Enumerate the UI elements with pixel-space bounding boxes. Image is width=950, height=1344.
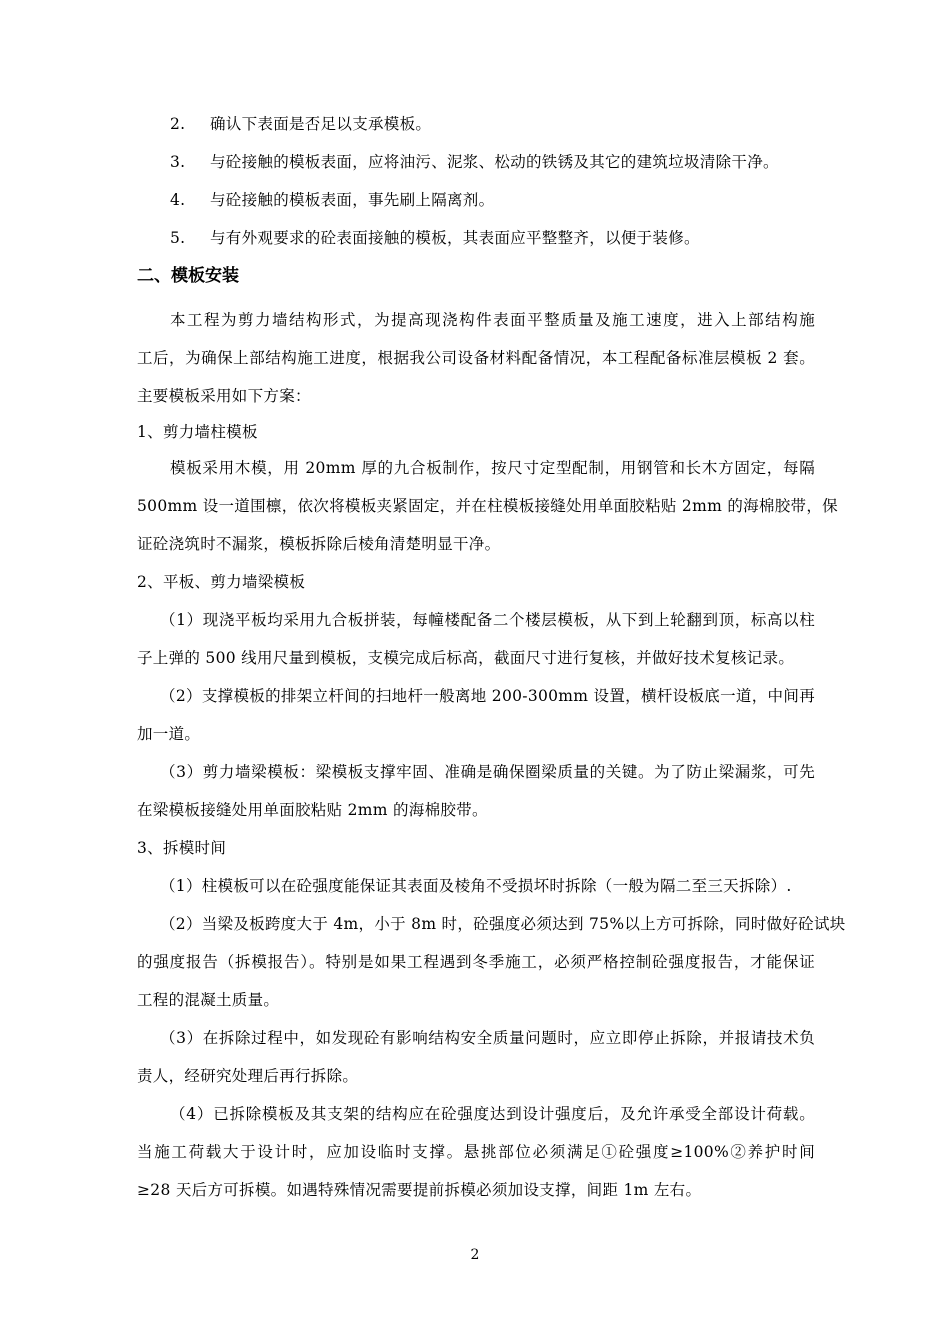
- paragraph-line: 加一道。: [137, 725, 201, 743]
- paragraph-line: 500mm 设一道围檩，依次将模板夹紧固定，并在柱模板接缝处用单面胶粘贴 2mm 的海棉胶带，保: [137, 497, 838, 515]
- list-item: [170, 190, 494, 210]
- list-item: [170, 114, 431, 134]
- list-item-text: 确认下表面是否足以支承模板。: [210, 115, 432, 133]
- list-item-text: 与有外观要求的砼表面接触的模板，其表面应平整整齐，以便于装修。: [210, 229, 700, 247]
- paragraph-line: （2）当梁及板跨度大于 4m，小于 8m 时，砼强度必须达到 75%以上方可拆除，同时做好砼试块: [160, 915, 846, 933]
- paragraph-line: 工后，为确保上部结构施工进度，根据我公司设备材料配备情况，本工程配备标准层模板 2 套。: [137, 349, 815, 367]
- paragraph-line: 模板采用木模，用 20mm 厚的九合板制作，按尺寸定型配制，用钢管和长木方固定，每隔: [170, 459, 815, 477]
- paragraph-line: （4）已拆除模板及其支架的结构应在砼强度达到设计强度后，及允许承受全部设计荷载。: [170, 1105, 815, 1123]
- paragraph-line: （3）在拆除过程中，如发现砼有影响结构安全质量问题时，应立即停止拆除，并报请技术负: [160, 1029, 815, 1047]
- page-number: 2: [470, 1247, 480, 1263]
- paragraph-line: 当施工荷载大于设计时，应加设临时支撑。悬挑部位必须满足①砼强度≥100%②养护时间: [137, 1143, 815, 1161]
- list-item-number: 2.: [170, 115, 186, 133]
- list-item: [170, 152, 779, 172]
- list-item: [170, 228, 700, 248]
- list-item-number: 4.: [170, 191, 186, 209]
- paragraph-line: 责人，经研究处理后再行拆除。: [137, 1067, 359, 1085]
- paragraph-line: 的强度报告（拆模报告）。特别是如果工程遇到冬季施工，必须严格控制砼强度报告，才能保证: [137, 953, 815, 971]
- subsection-title: 3、拆模时间: [137, 839, 227, 857]
- paragraph-line: （3）剪力墙梁模板：梁模板支撑牢固、准确是确保圈梁质量的关键。为了防止梁漏浆，可先: [160, 763, 815, 781]
- paragraph-line: 工程的混凝土质量。: [137, 991, 280, 1009]
- subsection-title: 2、平板、剪力墙梁模板: [137, 573, 306, 591]
- paragraph-line: （1）柱模板可以在砼强度能保证其表面及棱角不受损坏时拆除（一般为隔二至三天拆除）.: [160, 877, 792, 895]
- paragraph-line: 子上弹的 500 线用尺量到模板，支模完成后标高，截面尺寸进行复核，并做好技术复核记录。: [137, 649, 795, 667]
- list-item-number: 5.: [170, 229, 186, 247]
- list-item-text: 与砼接触的模板表面，事先刷上隔离剂。: [210, 191, 495, 209]
- paragraph-line: 本工程为剪力墙结构形式，为提高现浇构件表面平整质量及施工速度，进入上部结构施: [170, 311, 815, 329]
- section-heading: 二、模板安装: [137, 266, 239, 286]
- list-item-text: 与砼接触的模板表面，应将油污、泥浆、松动的铁锈及其它的建筑垃圾清除干净。: [210, 153, 779, 171]
- paragraph-line: 在梁模板接缝处用单面胶粘贴 2mm 的海棉胶带。: [137, 801, 488, 819]
- subsection-title: 1、剪力墙柱模板: [137, 423, 258, 441]
- paragraph-line: 证砼浇筑时不漏浆，模板拆除后棱角清楚明显干净。: [137, 535, 501, 553]
- paragraph-line: （2）支撑模板的排架立杆间的扫地杆一般离地 200-300mm 设置，横杆设板底一道，中间再: [160, 687, 815, 705]
- paragraph-line: ≥28 天后方可拆模。如遇特殊情况需要提前拆模必须加设支撑，间距 1m 左右。: [137, 1181, 702, 1199]
- paragraph-line: （1）现浇平板均采用九合板拼装，每幢楼配备二个楼层模板，从下到上轮翻到顶，标高以柱: [160, 611, 815, 629]
- paragraph-line: 主要模板采用如下方案：: [137, 387, 311, 405]
- list-item-number: 3.: [170, 153, 186, 171]
